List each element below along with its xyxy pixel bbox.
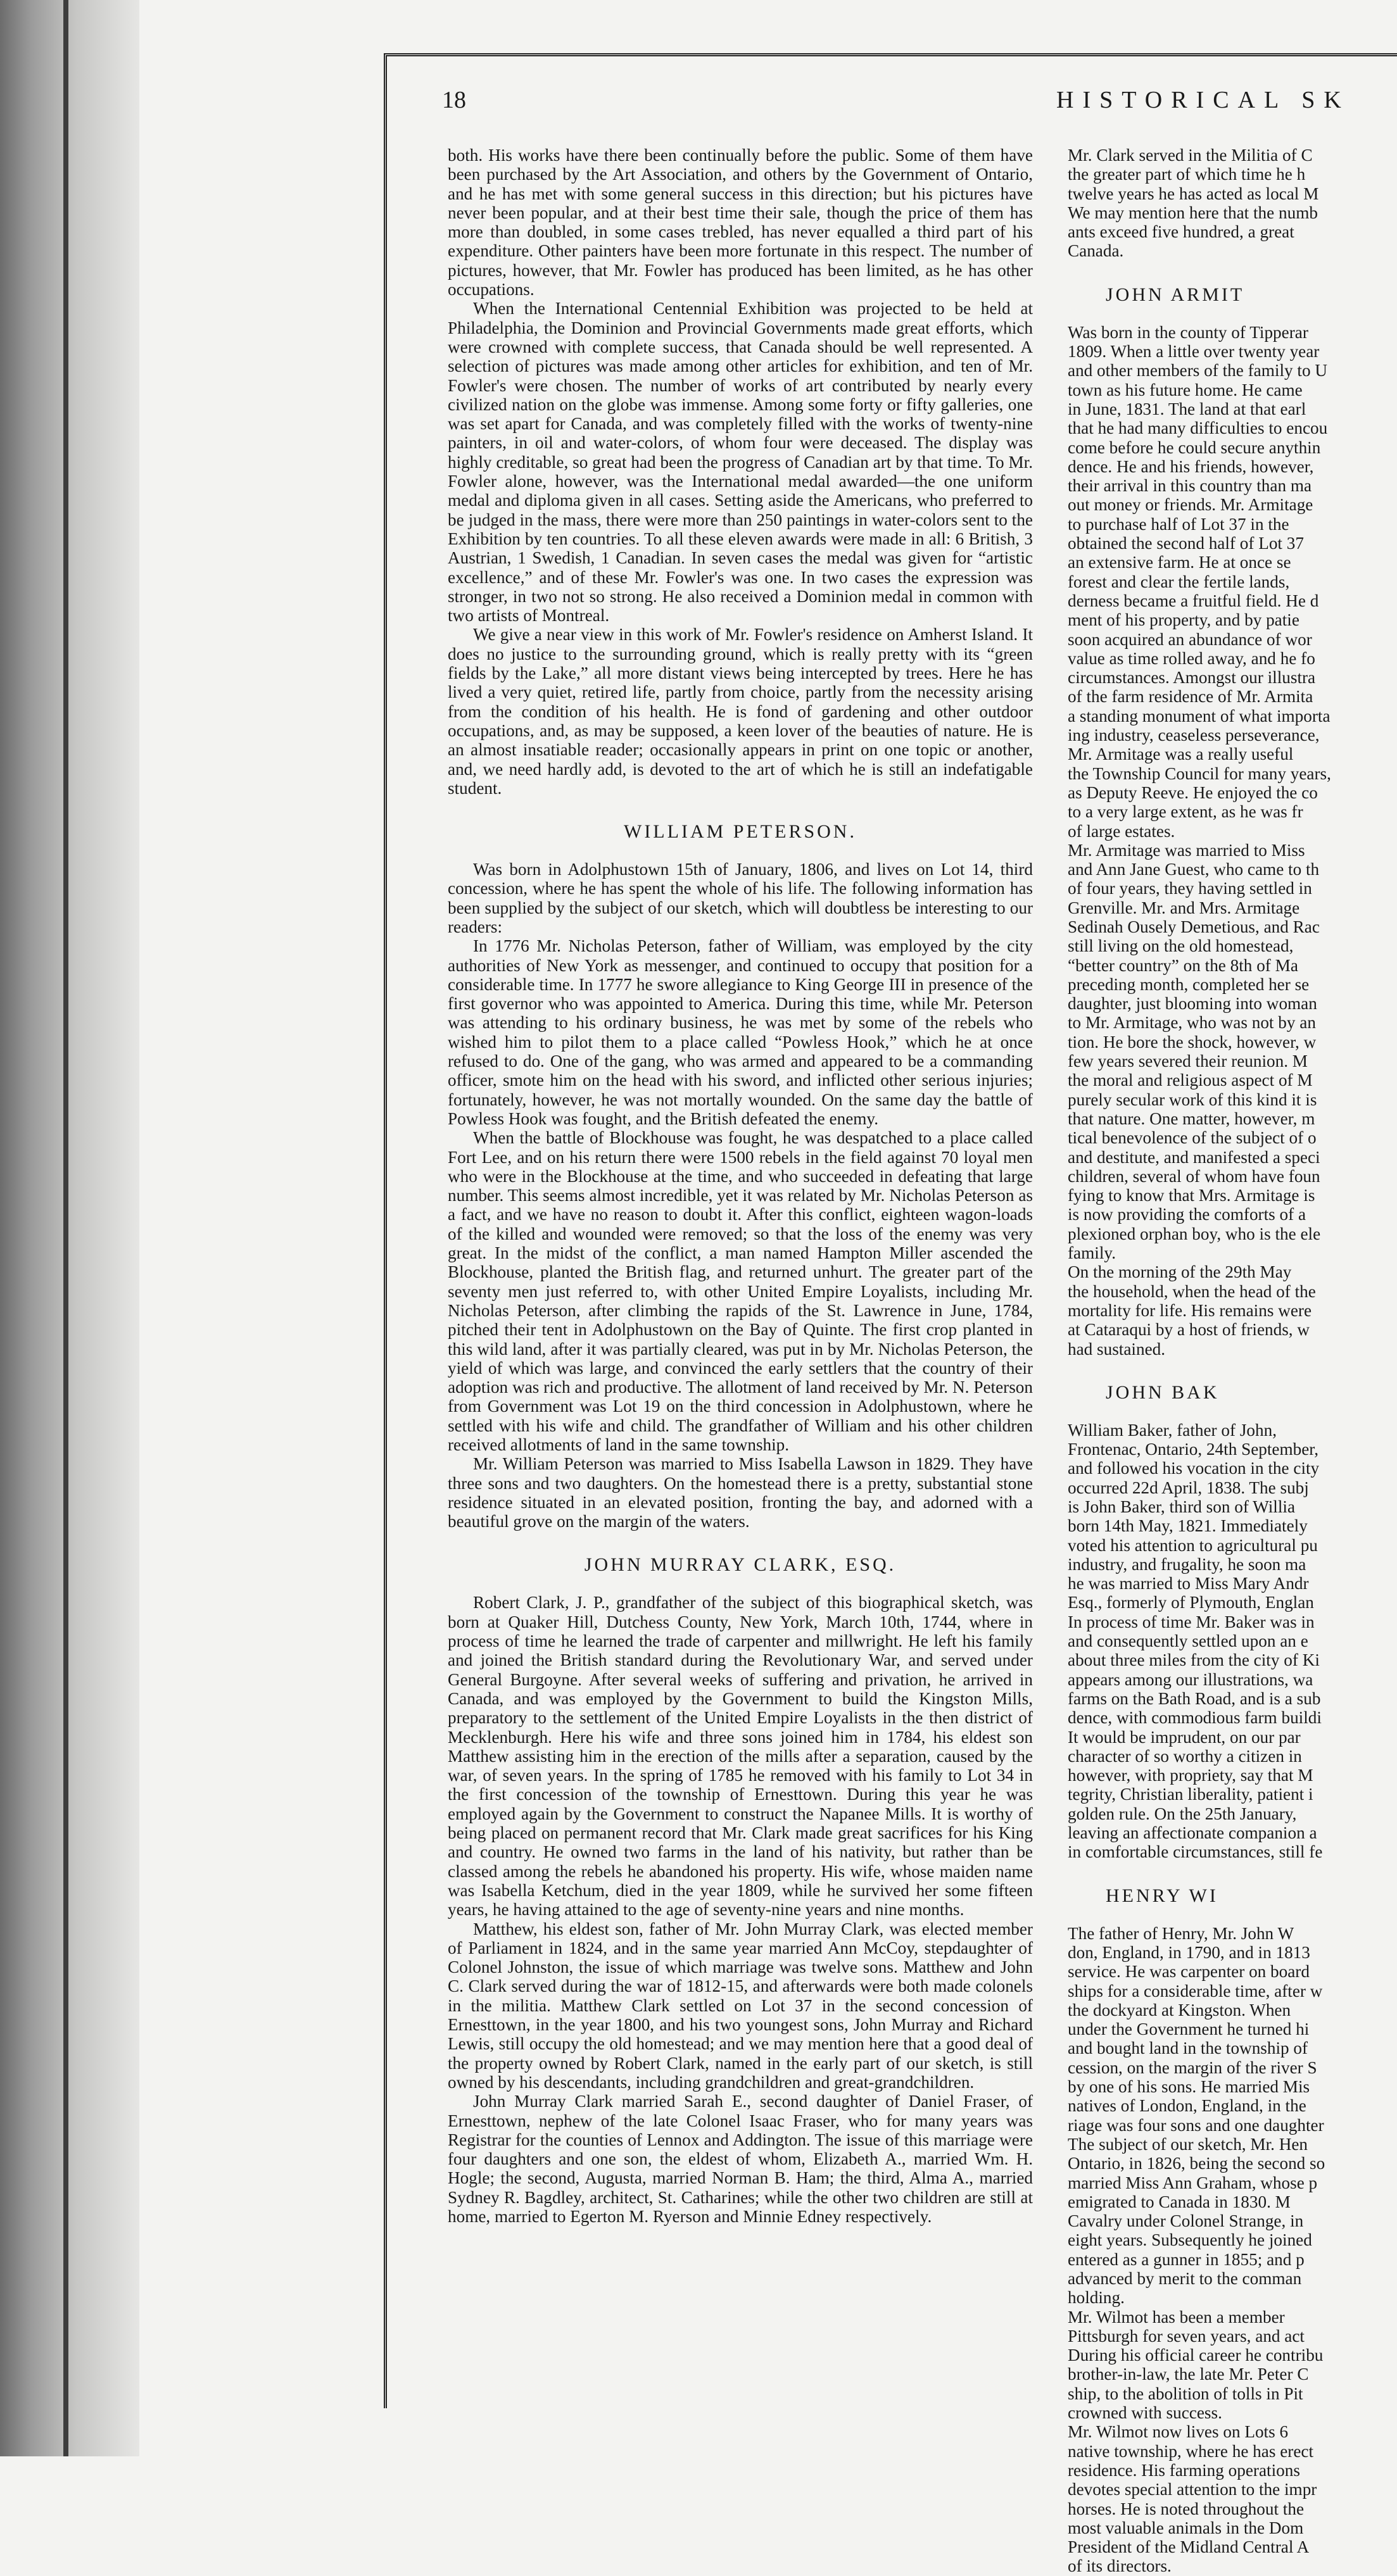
text-line: service. He was carpenter on board (1068, 1962, 1310, 1982)
text-line: occurred 22d April, 1838. The subj (1068, 1478, 1309, 1497)
text-line: most valuable animals in the Dom (1068, 2518, 1304, 2537)
page-number: 18 (442, 87, 466, 113)
text-line: daughter, just blooming into woman (1068, 994, 1317, 1014)
text-line: that nature. One matter, however, m (1068, 1109, 1315, 1128)
text-line: residence. His farming operations (1068, 2460, 1300, 2480)
text-line: plexioned orphan boy, who is the ele (1068, 1224, 1321, 1243)
text-line: ment of his property, and by patie (1068, 610, 1299, 630)
text-line: golden rule. On the 25th January, (1068, 1804, 1297, 1823)
scan-gutter (0, 0, 139, 2456)
text-line: brother-in-law, the late Mr. Peter C (1068, 2365, 1309, 2384)
text-line: Frontenac, Ontario, 24th September, (1068, 1440, 1319, 1459)
text-line: During his official career he contribu (1068, 2346, 1324, 2365)
article-heading-john-murray-clark: JOHN MURRAY CLARK, ESQ. (584, 1554, 897, 1576)
text-line: is now providing the comforts of a (1068, 1205, 1306, 1224)
text-line: purely secular work of this kind it is (1068, 1090, 1317, 1109)
text-line: and followed his vocation in the city (1068, 1459, 1320, 1478)
text-line: ants exceed five hundred, a great (1068, 222, 1294, 242)
text-line: tion. He bore the shock, however, w (1068, 1032, 1317, 1052)
text-line: Pittsburgh for seven years, and act (1068, 2326, 1305, 2346)
text-line: had sustained. (1068, 1339, 1166, 1359)
text-line: William Baker, father of John, (1068, 1420, 1277, 1440)
text-line: children, several of whom have foun (1068, 1166, 1320, 1186)
text-line: ing industry, ceaseless perseverance, (1068, 726, 1320, 745)
text-line: 1809. When a little over twenty year (1068, 342, 1320, 361)
text-line: crowned with success. (1068, 2403, 1222, 2423)
text-line: President of the Midland Central A (1068, 2537, 1310, 2557)
text-line: Cavalry under Colonel Strange, in (1068, 2211, 1304, 2231)
paragraph: Matthew, his eldest son, father of Mr. John Murray Clark, was elected member of Parliament in 1824, and in the same year married Ann McCoy, stepdaughter of Colonel Johnston, the issue of which marriage was twelve sons. Matthew and John C. Clark served during the war of 1812-15, and afterwards were both made colonels in the militia. Matthew Clark settled on Lot 37 in the second concession of Ernesttown, in the year 1800, and his two youngest sons, John Murray and Richard Lewis, still occupy the old homestead; and we may mention here that a good deal of the property owned by Robert Clark, named in the early part of our sketch, is still owned by his descendants, including grandchildren and great-grandchildren. (448, 1919, 1033, 2092)
paragraph: both. His works have there been continually before the public. Some of them have been purchased by the Art Association, and others by the Government of Ontario, and he has met with some general success in this direction; but his pictures have never been popular, and at their best time their sale, though the price of them has more than doubled, in some cases trebled, has never equalled a third part of his expenditure. Other painters have been more fortunate in this respect. The number of pictures, however, that Mr. Fowler has produced has been limited, as he has other occupations. (448, 146, 1033, 299)
right-column-opening (1068, 146, 1370, 261)
text-line: of the farm residence of Mr. Armita (1068, 687, 1313, 707)
paragraph: When the battle of Blockhouse was fought, he was despatched to a place called Fort Lee, and on his return there were 1500 rebels in the field against 70 loyal men who were in the Blockhouse at the time, and who succeeded in defeating that large number. This seems almost incredible, yet it was related by Mr. Nicholas Peterson as a fact, and we have no reason to doubt it. After this conflict, eighteen wagon-loads of the killed and wounded were removed; so that the loss of the enemy was very great. In the midst of the conflict, a man named Hampton Miller ascended the Blockhouse, planted the British flag, and returned unhurt. The greater part of the seventy men just referred to, with other United Empire Loyalists, including Mr. Nicholas Peterson, after climbing the rapids of the St. Lawrence in June, 1784, pitched their tent in Adolphustown on the Bay of Quinte. The first crop planted in this wild land, after it was partially cleared, was put in by Mr. Nicholas Peterson, the yield of which was large, and convinced the early settlers that the country of their adoption was rich and productive. The allotment of land received by Mr. N. Peterson from Government was Lot 19 on the third concession in Adolphustown, where he settled with his wife and child. The grandfather of William and his other children received allotments of land in the same township. (448, 1128, 1033, 1454)
text-line: town as his future home. He came (1068, 380, 1303, 399)
text-line: entered as a gunner in 1855; and p (1068, 2249, 1305, 2269)
text-line: farms on the Bath Road, and is a sub (1068, 1688, 1321, 1708)
text-line: to a very large extent, as he was fr (1068, 802, 1303, 822)
text-line: value as time rolled away, and he fo (1068, 648, 1315, 668)
text-line: character of so worthy a citizen in (1068, 1746, 1302, 1766)
text-line: the household, when the head of the (1068, 1281, 1316, 1301)
text-line: “better country” on the 8th of Ma (1068, 955, 1298, 975)
paragraph: Robert Clark, J. P., grandfather of the subject of this biographical sketch, was born at Quaker Hill, Dutchess County, New York, March 10th, 1744, where in process of time he learned the trade of carpenter and millwright. He left his family and joined the British standard during the Revolutionary War, and served under General Burgoyne. After several weeks of suffering and privation, he arrived in Canada, and was employed by the Government to build the Kingston Mills, preparatory to the settlement of the United Empire Loyalists in the then district of Mecklenburgh. Here his wife and three sons joined him in 1784, his eldest son Matthew assisting him in the erection of the mills after a separation, caused by the war, of seven years. In the spring of 1785 he removed with his family to Lot 34 in the first concession of the township of Ernesttown. During this year he was employed again by the Government to construct the Napanee Mills. It is worthy of being placed on permanent record that Mr. Clark made great sacrifices for his King and country. He owned two farms in the land of his nativity, but rather than be classed among the rebels he abandoned his property. His wife, whose maiden name was Isabella Ketchum, died in the year 1809, while he survived her some fifteen years, he having attained to the age of seventy-nine years and nine months. (448, 1593, 1033, 1919)
text-line: few years severed their reunion. M (1068, 1052, 1308, 1071)
text-line: Mr. Wilmot now lives on Lots 6 (1068, 2422, 1289, 2442)
text-line: about three miles from the city of Ki (1068, 1650, 1320, 1670)
text-line: Ontario, in 1826, being the second so (1068, 2154, 1325, 2173)
text-line: Mr. Wilmot has been a member (1068, 2307, 1285, 2327)
text-line: in June, 1831. The land at that earl (1068, 399, 1306, 418)
text-line: and Ann Jane Guest, who came to th (1068, 860, 1320, 879)
text-line: It would be imprudent, on our par (1068, 1727, 1301, 1747)
text-line: emigrated to Canada in 1830. M (1068, 2192, 1291, 2211)
text-line: as Deputy Reeve. He enjoyed the co (1068, 782, 1318, 802)
text-line: out money or friends. Mr. Armitage (1068, 495, 1313, 515)
text-line: tegrity, Christian liberality, patient i (1068, 1785, 1313, 1804)
text-line: ship, to the abolition of tolls in Pit (1068, 2384, 1303, 2403)
text-line: he was married to Miss Mary Andr (1068, 1574, 1309, 1593)
text-line: Was born in the county of Tipperar (1068, 322, 1308, 342)
running-title: HISTORICAL SK (1056, 87, 1350, 113)
text-line: eight years. Subsequently he joined (1068, 2230, 1312, 2250)
text-line: circumstances. Amongst our illustra (1068, 668, 1316, 688)
text-line: Mr. Armitage was married to Miss (1068, 840, 1305, 860)
text-line: come before he could secure anythin (1068, 437, 1321, 457)
text-line: dence, with commodious farm buildi (1068, 1708, 1322, 1728)
text-line: dence. He and his friends, however, (1068, 456, 1314, 476)
text-line: industry, and frugality, he soon ma (1068, 1554, 1306, 1574)
paragraph: Mr. William Peterson was married to Miss Isabella Lawson in 1829. They have three sons and two daughters. On the homestead there is a pretty, substantial stone residence situated in an elevated position, fronting the bay, and adorned with a beautiful grove on the margin of the waters. (448, 1454, 1033, 1531)
text-line: fying to know that Mrs. Armitage is (1068, 1186, 1315, 1205)
text-line: derness became a fruitful field. He d (1068, 591, 1319, 610)
text-line: holding. (1068, 2288, 1125, 2308)
text-line: forest and clear the fertile lands, (1068, 572, 1290, 591)
text-line: and destitute, and manifested a speci (1068, 1147, 1320, 1167)
text-line: of four years, they having settled in (1068, 879, 1312, 898)
text-line: and bought land in the township of (1068, 2039, 1308, 2058)
article-heading-john-armitage: JOHN ARMIT (1106, 284, 1245, 305)
text-line: Sedinah Ousely Demetious, and Rac (1068, 917, 1320, 936)
text-line: Mr. Armitage was a really useful (1068, 745, 1294, 764)
text-line: riage was four sons and one daughter (1068, 2115, 1324, 2135)
text-line: In process of time Mr. Baker was in (1068, 1612, 1315, 1631)
text-line: the moral and religious aspect of M (1068, 1071, 1313, 1090)
article-heading-henry-wilmot: HENRY WI (1106, 1885, 1218, 1906)
text-line: the dockyard at Kingston. When (1068, 2000, 1291, 2020)
text-line: a standing monument of what importa (1068, 706, 1331, 726)
text-line: obtained the second half of Lot 37 (1068, 534, 1304, 553)
text-line: however, with propriety, say that M (1068, 1766, 1313, 1785)
right-column-baker-text (1068, 1421, 1370, 1862)
right-column-armitage-text (1068, 323, 1370, 1359)
right-column (1068, 146, 1370, 2576)
text-line: preceding month, completed her se (1068, 974, 1310, 994)
text-line: soon acquired an abundance of wor (1068, 629, 1312, 649)
text-line: of large estates. (1068, 821, 1175, 841)
text-line: of its directors. (1068, 2556, 1172, 2576)
right-column-wilmot-text (1068, 1924, 1370, 2576)
paragraph: John Murray Clark married Sarah E., second daughter of Daniel Fraser, of Ernesttown, nephew of the late Colonel Isaac Fraser, who for many years was Registrar for the counties of Lennox and Addington. The issue of this marriage were four daughters and one son, the eldest of whom, Elizabeth A., married Wm. H. Hogle; the second, Augusta, married Norman B. Ham; the third, Alma A., married Sydney R. Bagdley, architect, St. Catharines; while the other two children are still at home, married to Egerton M. Ryerson and Minnie Edney respectively. (448, 2092, 1033, 2226)
page-edge (63, 0, 68, 2456)
paragraph: When the International Centennial Exhibition was projected to be held at Philadelphia, the Dominion and Provincial Governments made great efforts, which were crowned with complete success, that Canada should be well represented. A selection of pictures was made among other articles for exhibition, and ten of Mr. Fowler's were chosen. The number of works of art contributed by nearly every civilized nation on the globe was immense. Among some forty or fifty galleries, one was set apart for Canada, and was completely filled with the works of twenty-nine painters, in oil and water-colors, of whom four were deceased. The display was highly creditable, so great had been the progress of Canadian art by that time. To Mr. Fowler alone, however, was the International medal awarded—the one uniform medal and diploma given in all cases. Setting aside the Americans, who preferred to be judged in the mass, there were more than 250 paintings in water-colors sent to the Exhibition by ten countries. To all these eleven awards were made in all: 6 British, 3 Austrian, 1 Swedish, 1 Canadian. In seven cases the medal was given for “artistic excellence,” and of these Mr. Fowler's was one. In two cases the expression was stronger, in two not so strong. He also received a Dominion medal in common with two artists of Montreal. (448, 299, 1033, 625)
text-line: natives of London, England, in the (1068, 2096, 1306, 2116)
text-line: the Township Council for many years, (1068, 763, 1331, 783)
text-line: Grenville. Mr. and Mrs. Armitage (1068, 898, 1300, 917)
text-line: that he had many difficulties to encou (1068, 418, 1328, 438)
text-line: Mr. Clark served in the Militia of C (1068, 146, 1313, 165)
text-line: don, England, in 1790, and in 1813 (1068, 1942, 1310, 1962)
text-line: On the morning of the 29th May (1068, 1262, 1292, 1282)
text-line: by one of his sons. He married Mis (1068, 2077, 1310, 2097)
text-line: The subject of our sketch, Mr. Hen (1068, 2134, 1308, 2154)
text-line: to Mr. Armitage, who was not by an (1068, 1013, 1316, 1033)
left-column (448, 146, 1033, 2226)
text-line: an extensive farm. He at once se (1068, 553, 1291, 572)
text-line: and consequently settled upon an e (1068, 1631, 1308, 1651)
text-line: mortality for life. His remains were (1068, 1300, 1312, 1320)
text-line: ships for a considerable time, after w (1068, 1981, 1323, 2001)
text-line: We may mention here that the numb (1068, 203, 1318, 222)
text-line: still living on the old homestead, (1068, 936, 1294, 956)
paragraph: In 1776 Mr. Nicholas Peterson, father of William, was employed by the city authorities of New York as messenger, and continued to occupy that position for a considerable time. In 1777 he swore allegiance to King George III in presence of the first governor who was appointed to America. During this time, while Mr. Peterson was attending to his ordinary business, he was met by some of the rebels who wished him to pilot them to a place called “Powless Hook,” which he at once refused to do. One of the gang, who was armed and appeared to be a commanding officer, smote him on the head with his sword, and inflicted other serious injuries; fortunately, however, he was not mortally wounded. On the same day the battle of Powless Hook was fought, and the British defeated the enemy. (448, 936, 1033, 1128)
text-line: appears among our illustrations, wa (1068, 1669, 1313, 1689)
paragraph: We give a near view in this work of Mr. Fowler's residence on Amherst Island. It does no justice to the surrounding ground, which is really pretty with its “green fields by the Lake,” all more distant views being intercepted by trees. Here he has lived a very quiet, retired life, partly from choice, partly from the necessity arising from the condition of his health. He is fond of gardening and other outdoor occupations, and, as may be supposed, a keen lover of the beauties of nature. He is an almost insatiable reader; occasionally appears in print on one topic or another, and, we need hardly add, is devoted to the art of which he is still an indefatigable student. (448, 625, 1033, 798)
text-line: voted his attention to agricultural pu (1068, 1535, 1318, 1555)
text-line: in comfortable circumstances, still fe (1068, 1842, 1323, 1862)
text-line: native township, where he has erect (1068, 2441, 1314, 2461)
text-line: devotes special attention to the impr (1068, 2480, 1317, 2499)
text-line: Esq., formerly of Plymouth, Englan (1068, 1593, 1314, 1612)
text-line: their arrival in this country than ma (1068, 476, 1312, 496)
paragraph: Was born in Adolphustown 15th of January, 1806, and lives on Lot 14, third concession, where he has spent the whole of his life. The following information has been supplied by the subject of our sketch, which will doubtless be interesting to our readers: (448, 860, 1033, 936)
text-line: twelve years he has acted as local M (1068, 184, 1319, 203)
text-line: the greater part of which time he h (1068, 165, 1306, 184)
text-line: horses. He is noted throughout the (1068, 2499, 1305, 2518)
text-line: born 14th May, 1821. Immediately (1068, 1516, 1308, 1536)
running-head (384, 81, 1370, 125)
text-line: and other members of the family to U (1068, 361, 1327, 380)
article-heading-william-peterson: WILLIAM PETERSON. (624, 821, 857, 843)
text-line: The father of Henry, Mr. John W (1068, 1923, 1294, 1943)
text-line: leaving an affectionate companion a (1068, 1823, 1317, 1843)
text-line: under the Government he turned hi (1068, 2020, 1310, 2039)
article-heading-john-baker: JOHN BAK (1106, 1381, 1220, 1403)
text-line: married Miss Ann Graham, whose p (1068, 2173, 1318, 2192)
text-line: advanced by merit to the comman (1068, 2268, 1302, 2288)
text-line: is John Baker, third son of Willia (1068, 1497, 1296, 1516)
text-line: at Cataraqui by a host of friends, w (1068, 1320, 1310, 1340)
text-line: Canada. (1068, 241, 1124, 261)
text-line: to purchase half of Lot 37 in the (1068, 514, 1289, 534)
text-line: cession, on the margin of the river S (1068, 2058, 1317, 2077)
text-line: family. (1068, 1243, 1116, 1263)
text-line: tical benevolence of the subject of o (1068, 1128, 1317, 1148)
